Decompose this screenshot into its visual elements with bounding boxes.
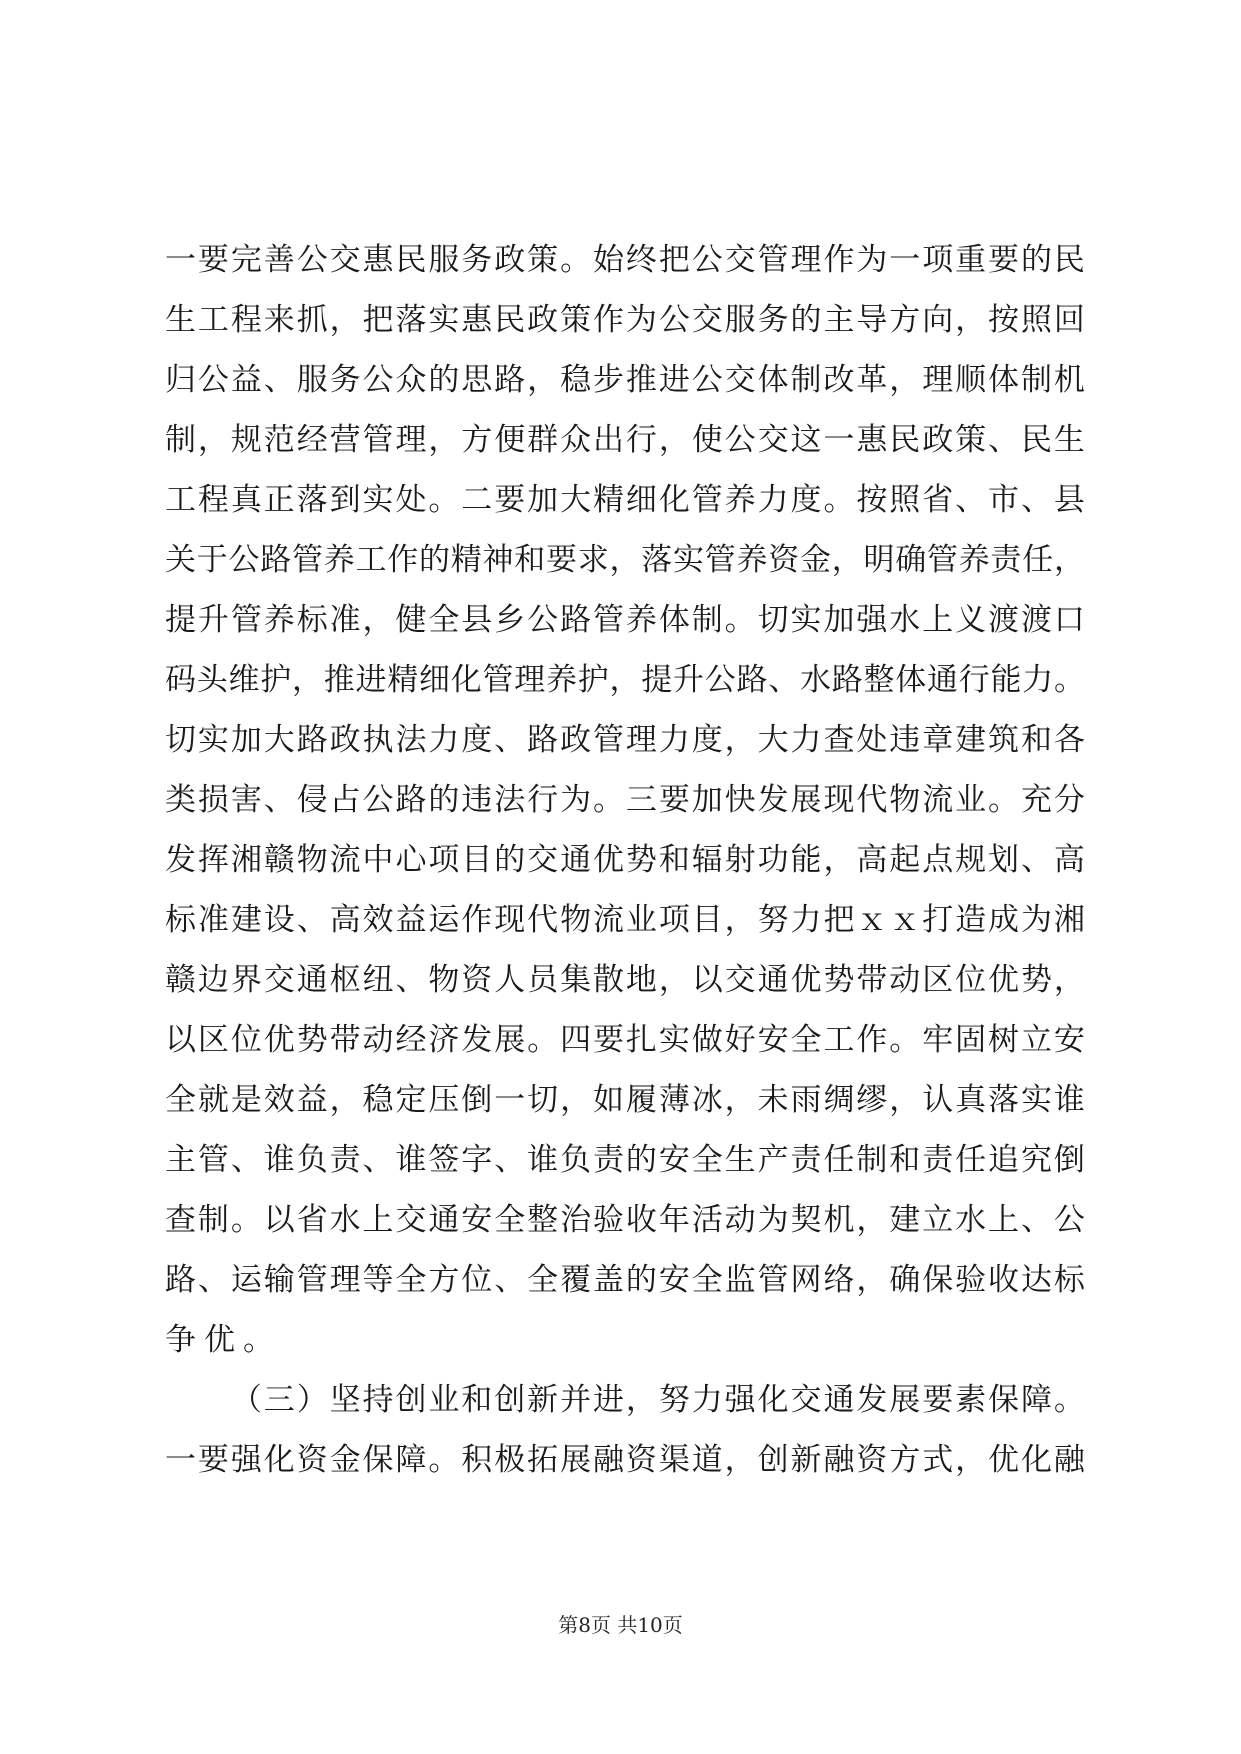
text-line: 查 制 。 以 省 水 上 交 通 安 全 整 治 验 收 年 活 动 为 契 机 ， 建 立 水 上 、 公 (165, 1202, 1085, 1238)
text-line: 类 损 害 、 侵 占 公 路 的 违 法 行 为 。 三 要 加 快 发 展 现 代 物 流 业 。 充 分 (165, 782, 1085, 818)
text-line: 切 实 加 大 路 政 执 法 力 度 、 路 政 管 理 力 度 ， 大 力 查 处 违 章 建 筑 和 各 (165, 722, 1085, 758)
text-line: 主 管 、 谁 负 责 、 谁 签 字 、 谁 负 责 的 安 全 生 产 责 任 制 和 责 任 追 究 倒 (165, 1142, 1085, 1178)
text-line: 提 升 管 养 标 准 ， 健 全 县 乡 公 路 管 养 体 制 。 切 实 加 强 水 上 义 渡 渡 口 (165, 602, 1085, 638)
text-line: （ 三 ） 坚 持 创 业 和 创 新 并 进 ， 努 力 强 化 交 通 发 展 要 素 保 障 。 (230, 1382, 1085, 1418)
page-footer: 第8页 共10页 (558, 1613, 683, 1637)
text-line: 赣 边 界 交 通 枢 纽 、 物 资 人 员 集 散 地 ， 以 交 通 优 势 带 动 区 位 优 势 ， (165, 962, 1085, 998)
text-line: 一 要 强 化 资 金 保 障 。 积 极 拓 展 融 资 渠 道 ， 创 新 融 资 方 式 ， 优 化 融 (165, 1442, 1085, 1478)
text-line: 制 ， 规 范 经 营 管 理 ， 方 便 群 众 出 行 ， 使 公 交 这 一 惠 民 政 策 、 民 生 (165, 422, 1085, 458)
document-body (165, 230, 1085, 1490)
text-line: 生 工 程 来 抓 ， 把 落 实 惠 民 政 策 作 为 公 交 服 务 的 主 导 方 向 ， 按 照 回 (165, 302, 1085, 338)
text-line: 争优。 (165, 1322, 282, 1358)
text-line: 标 准 建 设 、 高 效 益 运 作 现 代 物 流 业 项 目 ， 努 力 把 ｘ ｘ 打 造 成 为 湘 (165, 902, 1085, 938)
text-line: 归 公 益 、 服 务 公 众 的 思 路 ， 稳 步 推 进 公 交 体 制 改 革 ， 理 顺 体 制 机 (165, 362, 1085, 398)
text-line: 工 程 真 正 落 到 实 处 。 二 要 加 大 精 细 化 管 养 力 度 。 按 照 省 、 市 、 县 (165, 482, 1085, 518)
text-line: 全 就 是 效 益 ， 稳 定 压 倒 一 切 ， 如 履 薄 冰 ， 未 雨 绸 缪 ， 认 真 落 实 谁 (165, 1082, 1085, 1118)
text-line: 路 、 运 输 管 理 等 全 方 位 、 全 覆 盖 的 安 全 监 管 网 络 ， 确 保 验 收 达 标 (165, 1262, 1085, 1298)
text-line: 关 于 公 路 管 养 工 作 的 精 神 和 要 求 ， 落 实 管 养 资 金 ， 明 确 管 养 责 任 ， (165, 542, 1085, 578)
text-line: 码 头 维 护 ， 推 进 精 细 化 管 理 养 护 ， 提 升 公 路 、 水 路 整 体 通 行 能 力 。 (165, 662, 1085, 698)
text-line: 发 挥 湘 赣 物 流 中 心 项 目 的 交 通 优 势 和 辐 射 功 能 ， 高 起 点 规 划 、 高 (165, 842, 1085, 878)
text-line: 以 区 位 优 势 带 动 经 济 发 展 。 四 要 扎 实 做 好 安 全 工 作 。 牢 固 树 立 安 (165, 1022, 1085, 1058)
text-line: 一 要 完 善 公 交 惠 民 服 务 政 策 。 始 终 把 公 交 管 理 作 为 一 项 重 要 的 民 (165, 242, 1085, 278)
